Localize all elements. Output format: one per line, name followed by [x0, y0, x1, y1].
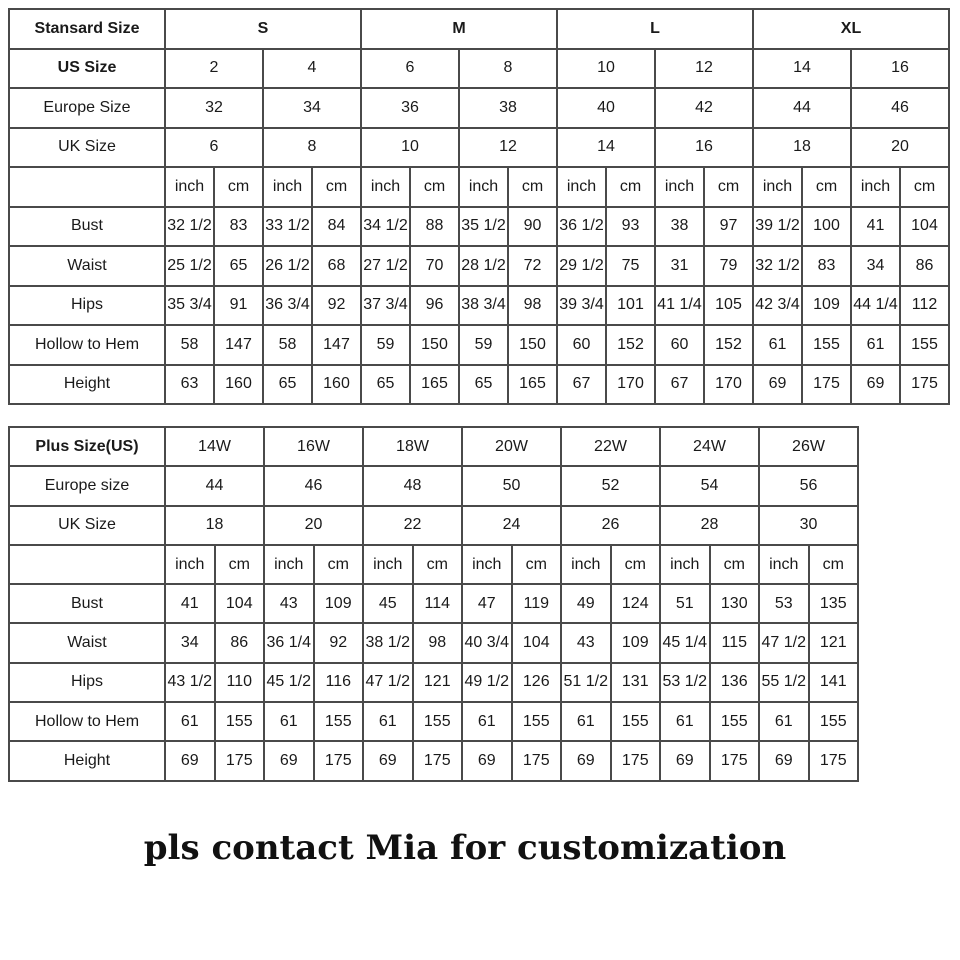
height-row [9, 365, 949, 405]
height-value: 67 [557, 365, 606, 405]
plus-units-blank-cell [9, 545, 165, 584]
hips-value: 39 3/4 [557, 286, 606, 326]
hollow-to-hem-row [9, 325, 949, 365]
plus-size-header-row [9, 427, 950, 466]
waist-value: 34 [851, 246, 900, 286]
size-letter-s: S [165, 9, 361, 49]
plus-bust-value: 41 [165, 584, 215, 623]
waist-label: Waist [9, 246, 165, 286]
plus-uk-size-value: 26 [561, 506, 660, 545]
plus-waist-value: 40 3/4 [462, 623, 512, 662]
europe-size-value: 40 [557, 88, 655, 128]
waist-value: 83 [802, 246, 851, 286]
plus-europe-size-value: 48 [363, 466, 462, 505]
waist-value: 26 1/2 [263, 246, 312, 286]
waist-value: 27 1/2 [361, 246, 410, 286]
uk-size-value: 14 [557, 128, 655, 168]
unit-cm-header: cm [704, 167, 753, 207]
unit-inch-header: inch [759, 545, 809, 584]
hips-value: 35 3/4 [165, 286, 214, 326]
europe-size-row [9, 88, 949, 128]
plus-bust-value: 53 [759, 584, 809, 623]
plus-waist-value: 115 [710, 623, 760, 662]
plus-hips-value: 53 1/2 [660, 663, 710, 702]
height-value: 67 [655, 365, 704, 405]
hips-row [9, 286, 949, 326]
height-value: 63 [165, 365, 214, 405]
hollow-to-hem-value: 61 [851, 325, 900, 365]
size-letter-l: L [557, 9, 753, 49]
plus-height-value: 175 [809, 741, 859, 780]
plus-height-value: 175 [512, 741, 562, 780]
plus-hips-value: 49 1/2 [462, 663, 512, 702]
plus-waist-value: 109 [611, 623, 661, 662]
plus-hollow-to-hem-value: 61 [363, 702, 413, 741]
plus-europe-size-value: 56 [759, 466, 858, 505]
hollow-to-hem-value: 150 [508, 325, 557, 365]
unit-inch-header: inch [165, 545, 215, 584]
waist-value: 75 [606, 246, 655, 286]
us-size-value: 4 [263, 49, 361, 89]
bust-value: 90 [508, 207, 557, 247]
plus-waist-value: 45 1/4 [660, 623, 710, 662]
height-value: 165 [410, 365, 459, 405]
unit-cm-header: cm [214, 167, 263, 207]
waist-value: 31 [655, 246, 704, 286]
plus-hollow-to-hem-value: 61 [462, 702, 512, 741]
bust-row [9, 207, 949, 247]
plus-height-value: 69 [363, 741, 413, 780]
us-size-row [9, 49, 949, 89]
plus-bust-value: 104 [215, 584, 265, 623]
unit-cm-header: cm [512, 545, 562, 584]
height-value: 165 [508, 365, 557, 405]
plus-uk-size-value: 30 [759, 506, 858, 545]
hollow-to-hem-label: Hollow to Hem [9, 325, 165, 365]
unit-inch-header: inch [459, 167, 508, 207]
uk-size-value: 18 [753, 128, 851, 168]
unit-cm-header: cm [606, 167, 655, 207]
plus-hips-value: 116 [314, 663, 364, 702]
bust-value: 88 [410, 207, 459, 247]
hollow-to-hem-value: 60 [557, 325, 606, 365]
unit-cm-header: cm [410, 167, 459, 207]
plus-hips-value: 131 [611, 663, 661, 702]
plus-europe-size-row [9, 466, 950, 505]
waist-value: 25 1/2 [165, 246, 214, 286]
plus-hips-value: 45 1/2 [264, 663, 314, 702]
height-value: 175 [802, 365, 851, 405]
customization-note: pls contact Mia for customization [143, 828, 787, 868]
plus-hips-row [9, 663, 950, 702]
plus-bust-value: 114 [413, 584, 463, 623]
uk-size-value: 10 [361, 128, 459, 168]
plus-uk-size-value: 28 [660, 506, 759, 545]
waist-value: 28 1/2 [459, 246, 508, 286]
plus-hollow-to-hem-value: 155 [710, 702, 760, 741]
bust-value: 38 [655, 207, 704, 247]
hips-value: 112 [900, 286, 949, 326]
plus-hips-value: 136 [710, 663, 760, 702]
plus-uk-size-row [9, 506, 950, 545]
plus-blank-cell [858, 427, 950, 466]
unit-inch-header: inch [655, 167, 704, 207]
plus-height-row [9, 741, 950, 780]
plus-hips-value: 110 [215, 663, 265, 702]
height-value: 65 [263, 365, 312, 405]
plus-waist-value: 43 [561, 623, 611, 662]
plus-uk-size-value: 24 [462, 506, 561, 545]
units-row [9, 167, 949, 207]
hollow-to-hem-value: 58 [263, 325, 312, 365]
size-header-row [9, 9, 949, 49]
plus-waist-value: 47 1/2 [759, 623, 809, 662]
europe-size-value: 44 [753, 88, 851, 128]
height-value: 160 [312, 365, 361, 405]
unit-inch-header: inch [165, 167, 214, 207]
plus-hips-value: 47 1/2 [363, 663, 413, 702]
unit-inch-header: inch [264, 545, 314, 584]
bust-value: 100 [802, 207, 851, 247]
plus-europe-size-value: 44 [165, 466, 264, 505]
plus-hollow-to-hem-row [9, 702, 950, 741]
plus-height-value: 175 [611, 741, 661, 780]
plus-hips-label: Hips [9, 663, 165, 702]
hollow-to-hem-value: 152 [704, 325, 753, 365]
plus-uk-size-value: 20 [264, 506, 363, 545]
waist-value: 68 [312, 246, 361, 286]
plus-waist-row [9, 623, 950, 662]
bust-value: 97 [704, 207, 753, 247]
plus-units-row [9, 545, 950, 584]
waist-value: 65 [214, 246, 263, 286]
waist-value: 79 [704, 246, 753, 286]
plus-waist-value: 98 [413, 623, 463, 662]
europe-size-value: 36 [361, 88, 459, 128]
plus-hollow-to-hem-value: 61 [759, 702, 809, 741]
bust-value: 41 [851, 207, 900, 247]
plus-hips-value: 43 1/2 [165, 663, 215, 702]
uk-size-value: 20 [851, 128, 949, 168]
waist-value: 70 [410, 246, 459, 286]
hollow-to-hem-value: 155 [802, 325, 851, 365]
plus-blank-cell [858, 466, 950, 505]
plus-waist-value: 34 [165, 623, 215, 662]
height-value: 170 [704, 365, 753, 405]
plus-blank-cell [858, 506, 950, 545]
unit-inch-header: inch [660, 545, 710, 584]
us-size-value: 6 [361, 49, 459, 89]
hips-value: 44 1/4 [851, 286, 900, 326]
hips-value: 37 3/4 [361, 286, 410, 326]
height-value: 69 [851, 365, 900, 405]
plus-hips-value: 141 [809, 663, 859, 702]
plus-hollow-to-hem-value: 61 [660, 702, 710, 741]
unit-inch-header: inch [363, 545, 413, 584]
plus-hollow-to-hem-value: 61 [561, 702, 611, 741]
unit-inch-header: inch [361, 167, 410, 207]
hollow-to-hem-value: 61 [753, 325, 802, 365]
plus-blank-cell [858, 584, 950, 623]
plus-size-value: 26W [759, 427, 858, 466]
plus-height-value: 175 [413, 741, 463, 780]
unit-cm-header: cm [312, 167, 361, 207]
plus-waist-value: 38 1/2 [363, 623, 413, 662]
uk-size-value: 16 [655, 128, 753, 168]
hips-value: 41 1/4 [655, 286, 704, 326]
hollow-to-hem-value: 59 [361, 325, 410, 365]
plus-hollow-to-hem-label: Hollow to Hem [9, 702, 165, 741]
us-size-value: 8 [459, 49, 557, 89]
us-size-value: 12 [655, 49, 753, 89]
plus-height-value: 69 [561, 741, 611, 780]
europe-size-value: 32 [165, 88, 263, 128]
plus-size-value: 16W [264, 427, 363, 466]
plus-europe-size-label: Europe size [9, 466, 165, 505]
height-value: 175 [900, 365, 949, 405]
plus-bust-value: 45 [363, 584, 413, 623]
uk-size-value: 8 [263, 128, 361, 168]
hips-value: 96 [410, 286, 459, 326]
unit-cm-header: cm [314, 545, 364, 584]
plus-hollow-to-hem-value: 155 [512, 702, 562, 741]
height-value: 65 [459, 365, 508, 405]
plus-bust-value: 130 [710, 584, 760, 623]
plus-size-table [8, 426, 950, 782]
hips-value: 98 [508, 286, 557, 326]
plus-bust-value: 135 [809, 584, 859, 623]
plus-waist-value: 121 [809, 623, 859, 662]
hollow-to-hem-value: 147 [214, 325, 263, 365]
europe-size-value: 42 [655, 88, 753, 128]
plus-hollow-to-hem-value: 155 [809, 702, 859, 741]
hips-value: 91 [214, 286, 263, 326]
hips-value: 92 [312, 286, 361, 326]
plus-bust-value: 49 [561, 584, 611, 623]
plus-bust-label: Bust [9, 584, 165, 623]
hips-value: 36 3/4 [263, 286, 312, 326]
height-value: 160 [214, 365, 263, 405]
plus-hollow-to-hem-value: 155 [611, 702, 661, 741]
hips-value: 109 [802, 286, 851, 326]
plus-bust-value: 51 [660, 584, 710, 623]
plus-waist-value: 104 [512, 623, 562, 662]
plus-uk-size-value: 18 [165, 506, 264, 545]
height-label: Height [9, 365, 165, 405]
plus-height-label: Height [9, 741, 165, 780]
size-letter-m: M [361, 9, 557, 49]
plus-bust-value: 109 [314, 584, 364, 623]
hollow-to-hem-value: 58 [165, 325, 214, 365]
plus-height-value: 175 [314, 741, 364, 780]
plus-hollow-to-hem-value: 155 [215, 702, 265, 741]
plus-size-value: 20W [462, 427, 561, 466]
plus-bust-value: 43 [264, 584, 314, 623]
us-size-value: 16 [851, 49, 949, 89]
plus-hollow-to-hem-value: 61 [264, 702, 314, 741]
hollow-to-hem-value: 155 [900, 325, 949, 365]
plus-height-value: 69 [165, 741, 215, 780]
bust-value: 35 1/2 [459, 207, 508, 247]
waist-row [9, 246, 949, 286]
height-value: 170 [606, 365, 655, 405]
waist-value: 86 [900, 246, 949, 286]
unit-inch-header: inch [753, 167, 802, 207]
plus-europe-size-value: 52 [561, 466, 660, 505]
uk-size-value: 12 [459, 128, 557, 168]
plus-waist-value: 92 [314, 623, 364, 662]
europe-size-value: 34 [263, 88, 361, 128]
bust-value: 93 [606, 207, 655, 247]
bust-value: 83 [214, 207, 263, 247]
unit-cm-header: cm [710, 545, 760, 584]
height-value: 69 [753, 365, 802, 405]
us-size-value: 14 [753, 49, 851, 89]
plus-uk-size-label: UK Size [9, 506, 165, 545]
hollow-to-hem-value: 60 [655, 325, 704, 365]
unit-inch-header: inch [561, 545, 611, 584]
size-header-label: Stansard Size [9, 9, 165, 49]
europe-size-value: 38 [459, 88, 557, 128]
europe-size-value: 46 [851, 88, 949, 128]
hips-label: Hips [9, 286, 165, 326]
uk-size-label: UK Size [9, 128, 165, 168]
unit-cm-header: cm [611, 545, 661, 584]
plus-europe-size-value: 46 [264, 466, 363, 505]
hips-value: 38 3/4 [459, 286, 508, 326]
plus-height-value: 69 [264, 741, 314, 780]
bust-value: 36 1/2 [557, 207, 606, 247]
hips-value: 42 3/4 [753, 286, 802, 326]
us-size-label: US Size [9, 49, 165, 89]
plus-waist-value: 86 [215, 623, 265, 662]
us-size-value: 10 [557, 49, 655, 89]
hollow-to-hem-value: 150 [410, 325, 459, 365]
plus-hollow-to-hem-value: 155 [314, 702, 364, 741]
plus-hollow-to-hem-value: 61 [165, 702, 215, 741]
plus-europe-size-value: 54 [660, 466, 759, 505]
hollow-to-hem-value: 147 [312, 325, 361, 365]
units-blank-cell [9, 167, 165, 207]
waist-value: 32 1/2 [753, 246, 802, 286]
plus-bust-value: 47 [462, 584, 512, 623]
unit-cm-header: cm [802, 167, 851, 207]
plus-bust-value: 124 [611, 584, 661, 623]
plus-height-value: 69 [660, 741, 710, 780]
plus-waist-label: Waist [9, 623, 165, 662]
plus-uk-size-value: 22 [363, 506, 462, 545]
uk-size-value: 6 [165, 128, 263, 168]
plus-hips-value: 51 1/2 [561, 663, 611, 702]
plus-blank-cell [858, 623, 950, 662]
unit-cm-header: cm [413, 545, 463, 584]
height-value: 65 [361, 365, 410, 405]
waist-value: 29 1/2 [557, 246, 606, 286]
europe-size-label: Europe Size [9, 88, 165, 128]
plus-height-value: 175 [710, 741, 760, 780]
plus-blank-cell [858, 545, 950, 584]
plus-size-value: 14W [165, 427, 264, 466]
plus-height-value: 69 [759, 741, 809, 780]
plus-bust-row [9, 584, 950, 623]
standard-size-table [8, 8, 950, 405]
plus-height-value: 69 [462, 741, 512, 780]
plus-hips-value: 126 [512, 663, 562, 702]
bust-value: 33 1/2 [263, 207, 312, 247]
size-letter-xl: XL [753, 9, 949, 49]
bust-value: 39 1/2 [753, 207, 802, 247]
plus-blank-cell [858, 702, 950, 741]
plus-bust-value: 119 [512, 584, 562, 623]
uk-size-row [9, 128, 949, 168]
plus-hips-value: 55 1/2 [759, 663, 809, 702]
plus-europe-size-value: 50 [462, 466, 561, 505]
unit-cm-header: cm [215, 545, 265, 584]
bust-value: 32 1/2 [165, 207, 214, 247]
plus-size-header-label: Plus Size(US) [9, 427, 165, 466]
plus-blank-cell [858, 663, 950, 702]
plus-hips-value: 121 [413, 663, 463, 702]
unit-cm-header: cm [900, 167, 949, 207]
unit-inch-header: inch [462, 545, 512, 584]
hips-value: 101 [606, 286, 655, 326]
hollow-to-hem-value: 59 [459, 325, 508, 365]
waist-value: 72 [508, 246, 557, 286]
plus-hollow-to-hem-value: 155 [413, 702, 463, 741]
unit-inch-header: inch [851, 167, 900, 207]
plus-size-value: 18W [363, 427, 462, 466]
plus-waist-value: 36 1/4 [264, 623, 314, 662]
us-size-value: 2 [165, 49, 263, 89]
plus-size-value: 22W [561, 427, 660, 466]
unit-cm-header: cm [508, 167, 557, 207]
bust-value: 104 [900, 207, 949, 247]
hollow-to-hem-value: 152 [606, 325, 655, 365]
bust-label: Bust [9, 207, 165, 247]
plus-blank-cell [858, 741, 950, 780]
bust-value: 34 1/2 [361, 207, 410, 247]
unit-inch-header: inch [557, 167, 606, 207]
bust-value: 84 [312, 207, 361, 247]
hips-value: 105 [704, 286, 753, 326]
unit-inch-header: inch [263, 167, 312, 207]
unit-cm-header: cm [809, 545, 859, 584]
plus-size-value: 24W [660, 427, 759, 466]
plus-height-value: 175 [215, 741, 265, 780]
